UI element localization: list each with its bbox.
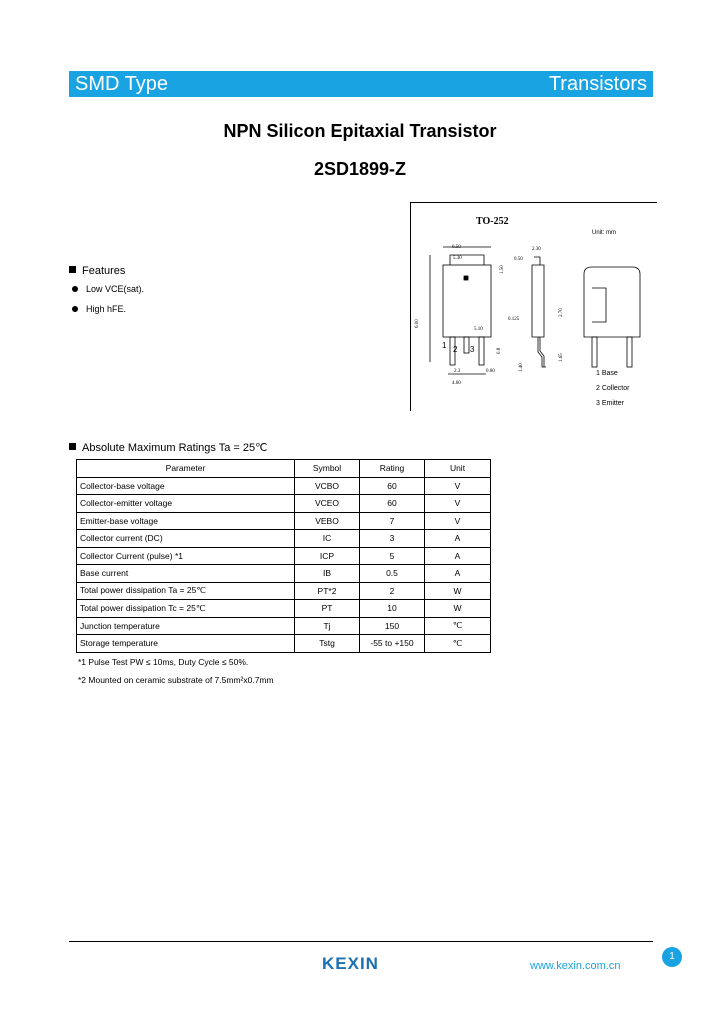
pin-number-2: 2 [453, 345, 458, 354]
parameter-cell: Storage temperature [77, 635, 295, 653]
table-row [77, 582, 491, 600]
back-view [584, 267, 640, 367]
dim-label: 5.30 [453, 256, 462, 261]
table-row [77, 547, 491, 565]
rating-cell: 60 [360, 495, 425, 513]
table-row [77, 565, 491, 583]
side-view [532, 257, 546, 367]
rating-cell: 10 [360, 600, 425, 618]
dim-label: 6.50 [452, 245, 461, 250]
symbol-cell: VEBO [295, 512, 360, 530]
parameter-cell: Base current [77, 565, 295, 583]
symbol-cell: PT*2 [295, 582, 360, 600]
table-row [77, 512, 491, 530]
square-bullet-icon [69, 443, 76, 450]
column-header: Symbol [295, 460, 360, 478]
dim-label: 1.40 [519, 363, 524, 372]
pin-number-1: 1 [442, 341, 447, 350]
dim-label: 0.50 [514, 257, 523, 262]
symbol-cell: ICP [295, 547, 360, 565]
dim-label: 0.8 [497, 347, 502, 354]
table-row [77, 617, 491, 635]
product-family-label: Transistors [548, 73, 647, 95]
unit-cell: W [425, 600, 491, 618]
parameter-cell: Collector Current (pulse) *1 [77, 547, 295, 565]
pin-legend-item: 1 Base [596, 370, 618, 377]
bullet-icon [72, 286, 78, 292]
dim-label: 1.65 [559, 353, 564, 362]
dim-label: 6.00 [415, 319, 420, 328]
rating-cell: 5 [360, 547, 425, 565]
unit-cell: W [425, 582, 491, 600]
company-logo: KEXIN [322, 954, 379, 973]
dim-label: 5.10 [474, 327, 483, 332]
rating-cell: 150 [360, 617, 425, 635]
symbol-cell: IB [295, 565, 360, 583]
website-link[interactable]: www.kexin.com.cn [530, 960, 621, 972]
page-number: 1 [662, 947, 682, 967]
document-title: NPN Silicon Epitaxial Transistor [223, 121, 497, 141]
table-row [77, 635, 491, 653]
dim-label: 2.70 [559, 308, 564, 317]
dim-label: 0.60 [486, 369, 495, 374]
column-header: Unit [425, 460, 491, 478]
unit-label: Unit: mm [592, 230, 616, 236]
parameter-cell: Junction temperature [77, 617, 295, 635]
pin-number-3: 3 [470, 345, 475, 354]
column-header: Rating [360, 460, 425, 478]
rating-cell: -55 to +150 [360, 635, 425, 653]
symbol-cell: IC [295, 530, 360, 548]
package-drawing [410, 202, 656, 410]
footer-divider [69, 941, 653, 942]
pin-legend-item: 3 Emitter [596, 400, 625, 407]
feature-item: High hFE. [72, 304, 126, 314]
unit-cell: V [425, 495, 491, 513]
symbol-cell: VCBO [295, 477, 360, 495]
unit-cell: ℃ [425, 617, 491, 635]
table-row [77, 600, 491, 618]
unit-cell: A [425, 530, 491, 548]
features-heading: Features [69, 265, 125, 277]
footnote: *1 Pulse Test PW ≤ 10ms, Duty Cycle ≤ 50%. [78, 657, 249, 667]
table-header-row [77, 460, 491, 478]
unit-cell: V [425, 477, 491, 495]
column-header: Parameter [77, 460, 295, 478]
symbol-cell: VCEO [295, 495, 360, 513]
dim-label: 2.30 [532, 247, 541, 252]
parameter-cell: Collector-base voltage [77, 477, 295, 495]
table-row [77, 495, 491, 513]
parameter-cell: Collector-emitter voltage [77, 495, 295, 513]
unit-cell: A [425, 547, 491, 565]
table-row [77, 477, 491, 495]
table-row [77, 530, 491, 548]
square-bullet-icon [69, 266, 76, 273]
ratings-heading: Absolute Maximum Ratings Ta = 25℃ [69, 441, 268, 454]
front-view [430, 247, 491, 374]
parameter-cell: Total power dissipation Ta = 25℃ [77, 582, 295, 600]
unit-cell: ℃ [425, 635, 491, 653]
bullet-icon [72, 306, 78, 312]
unit-cell: V [425, 512, 491, 530]
rating-cell: 60 [360, 477, 425, 495]
parameter-cell: Emitter-base voltage [77, 512, 295, 530]
rating-cell: 0.5 [360, 565, 425, 583]
dim-label: 1.50 [500, 265, 505, 274]
feature-item: Low VCE(sat). [72, 284, 144, 294]
package-name: TO-252 [476, 216, 509, 227]
parameter-cell: Collector current (DC) [77, 530, 295, 548]
rating-cell: 2 [360, 582, 425, 600]
parameter-cell: Total power dissipation Tc = 25℃ [77, 600, 295, 618]
header-banner [69, 71, 653, 97]
footnote: *2 Mounted on ceramic substrate of 7.5mm²x0.7mm [78, 675, 274, 685]
symbol-cell: Tj [295, 617, 360, 635]
unit-cell: A [425, 565, 491, 583]
dim-label: 0.125 [508, 317, 520, 322]
rating-cell: 7 [360, 512, 425, 530]
symbol-cell: Tstg [295, 635, 360, 653]
part-number: 2SD1899-Z [313, 159, 407, 179]
dim-label: 4.60 [452, 381, 461, 386]
dim-label: 2.3 [454, 369, 461, 374]
pin-legend-item: 2 Collector [596, 385, 630, 392]
symbol-cell: PT [295, 600, 360, 618]
rating-cell: 3 [360, 530, 425, 548]
category-label: SMD Type [75, 73, 168, 95]
ratings-table [76, 459, 491, 653]
